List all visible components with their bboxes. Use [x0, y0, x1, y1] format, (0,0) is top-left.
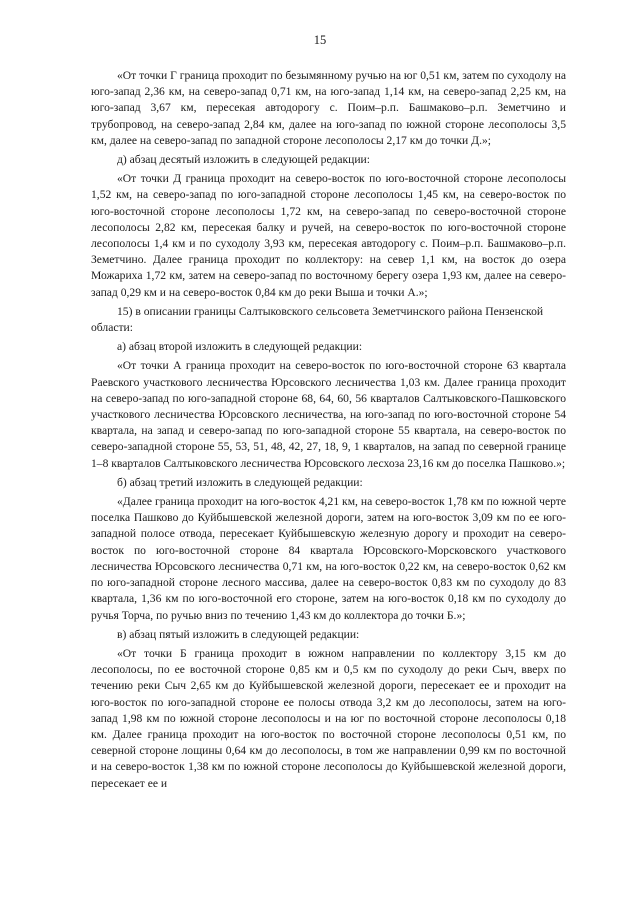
paragraph-point-d-boundary: «От точки Д граница проходит на северо-восток по юго-восточной стороне лесополосы 1,52 км, на северо-запад по юго-западной стороне лесополосы 1,45 км, на северо-восток по юго-восточной стороне лесополосы 1,72 км, на северо-запад по северо-восточной стороне лесополосы 2,82 км, пересекая балку и ручей, на северо-восток по юго-восточной стороне лесополосы 1,4 км и по суходолу 3,93 км, пересекая автодорогу с. Поим–р.п. Башмаково–р.п. Земетчино. Далее граница проходит по коллектору: на север 1,1 км, на восток до озера Можариха 1,72 км, затем на северо-запад по восточному берегу озера 1,93 км, далее на северо-запад 0,29 км и на северо-восток 0,84 км до реки Выша и точки А.»; [91, 172, 566, 299]
paragraph-further-boundary: «Далее граница проходит на юго-восток 4,21 км, на северо-восток 1,78 км по южной черте поселка Пашково до Куйбышевской железной дороги, затем на юго-восток 3,09 км по ее юго-западной полосе отвода, пересекает Куйбышевскую железную дорогу и проходит на северо-восток по юго-восточной стороне 84 квартала Юрсовского-Морсковского участкового лесничества Юрсовского лесничества 0,71 км, на юго-восток 0,22 км, на северо-восток 0,62 км по юго-западной стороне лесного массива, далее на северо-восток 0,83 км по суходолу до 83 квартала, 1,36 км по юго-восточной его стороне, затем на юго-восток 0,18 км по суходолу до ручья Торча, по ручью вниз по течению 1,43 км до коллектора до точки Б.»; [91, 495, 566, 622]
paragraph-amendment-a: а) абзац второй изложить в следующей редакции: [117, 340, 363, 354]
paragraph-point-g-boundary: «От точки Г граница проходит по безымянному ручью на юг 0,51 км, затем по суходолу на юго-запад 2,36 км, на северо-запад 0,71 км, на юго-запад 1,14 км, на северо-запад 2,25 км, на юго-запад 3,67 км, пересекая автодорогу с. Поим–р.п. Башмаково–р.п. Земетчино и трубопровод, на северо-запад 2,84 км, далее на юго-запад по южной стороне лесополосы 3,5 км, далее на северо-запад по западной стороне лесополосы 2,17 км до точки Д.»; [91, 69, 566, 147]
paragraph-amendment-d: д) абзац десятый изложить в следующей редакции: [117, 153, 370, 167]
document-body [91, 68, 566, 795]
paragraph-item-15: 15) в описании границы Салтыковского сельсовета Земетчинского района Пензенской области: [91, 304, 544, 335]
page-number: 15 [313, 33, 327, 47]
paragraph-amendment-b: б) абзац третий изложить в следующей редакции: [117, 475, 363, 489]
paragraph-point-b-boundary: «От точки Б граница проходит в южном направлении по коллектору 3,15 км до лесополосы, по ее восточной стороне 0,85 км и 0,5 км по суходолу до реки Сыч, вверх по течению реки Сыч 2,65 км до Куйбышевской железной дороги, пересекает ее и проходит на юго-восток по юго-западной стороне ее полосы отвода 3,2 км до лесополосы, затем на юго-запад 1,98 км по южной стороне лесополосы и на юг по восточной стороне лесополосы 0,18 км. Далее граница проходит на юго-восток по восточной стороне лесополосы 0,51 км, по северной стороне лощины 0,64 км до лесополосы, в том же направлении 0,99 км по восточной и на северо-восток 1,38 км по южной стороне лесополосы до Куйбышевской железной дороги, пересекает ее и [91, 646, 566, 790]
paragraph-amendment-v: в) абзац пятый изложить в следующей редакции: [117, 627, 360, 641]
paragraph-point-a-boundary: «От точки А граница проходит на северо-восток по юго-восточной стороне 63 квартала Раевского участкового лесничества Юрсовского лесничества 1,03 км. Далее граница проходит на северо-запад по юго-западной стороне 68, 64, 60, 56 кварталов Салтыковского-Пашковского участкового лесничества Юрсовского лесничества, на юго-запад по юго-восточной стороне 54 квартала, на запад и северо-запад по юго-западной стороне 55 квартала, на северо-восток по северо-западной стороне 55, 53, 51, 48, 42, 27, 18, 9, 1 кварталов, на запад по северной границе 1–8 кварталов Салтыковского лесничества Юрсовского лесхоза 23,16 км до поселка Пашково.»; [91, 359, 566, 470]
